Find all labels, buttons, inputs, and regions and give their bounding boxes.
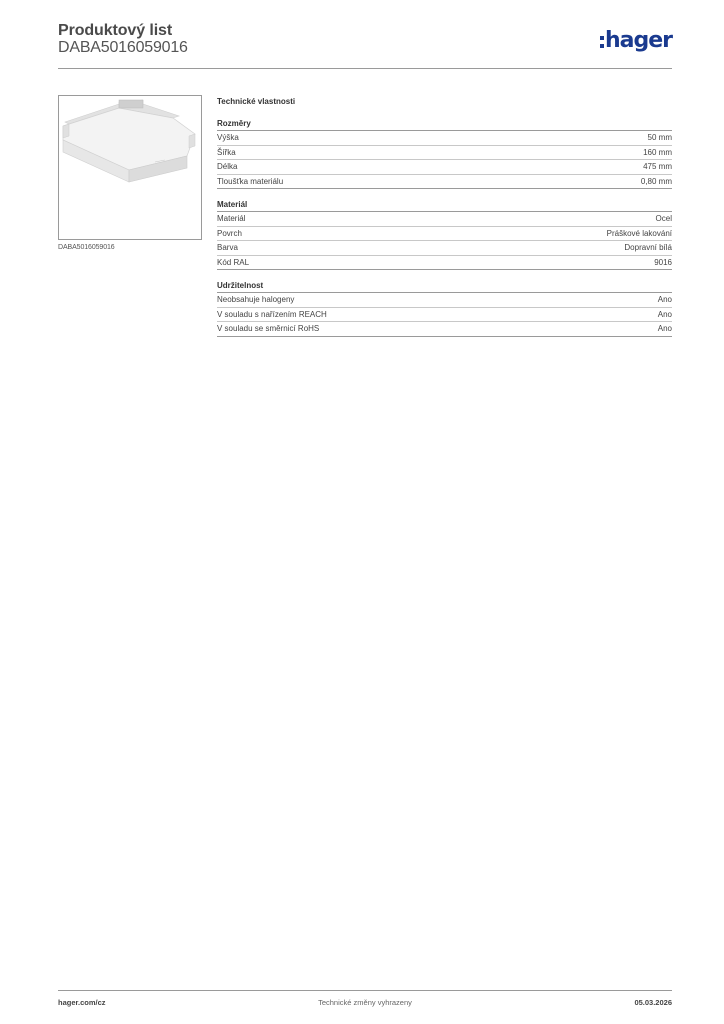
header-divider [58, 68, 672, 69]
spec-label: V souladu s nařízením REACH [217, 309, 327, 319]
spec-row [217, 308, 672, 323]
spec-value: 475 mm [643, 162, 672, 171]
technical-specs [217, 95, 672, 337]
spec-value: 9016 [654, 257, 672, 267]
spec-label: Barva [217, 243, 238, 252]
spec-label: Délka [217, 162, 238, 171]
spec-label: Materiál [217, 214, 246, 223]
spec-value: Ocel [655, 214, 672, 223]
spec-label: V souladu se směrnicí RoHS [217, 324, 320, 333]
section-heading: Materiál [217, 199, 672, 212]
spec-row [217, 131, 672, 146]
section-heading: Udržitelnost [217, 280, 672, 293]
footer-disclaimer: Technické změny vyhrazeny [318, 998, 412, 1007]
spec-value: 0,80 mm [640, 176, 672, 186]
spec-value: Ano [657, 324, 672, 333]
spec-label: Povrch [217, 228, 242, 238]
spec-label: Tloušťka materiálu [217, 176, 284, 186]
spec-row [217, 241, 672, 256]
footer-divider [58, 990, 672, 991]
spec-value: 50 mm [647, 133, 672, 142]
spec-row [217, 146, 672, 161]
spec-label: Výška [217, 133, 239, 142]
spec-row [217, 322, 672, 337]
document-title: Produktový list [58, 22, 173, 39]
spec-label: Šířka [217, 147, 236, 157]
product-image [58, 95, 202, 240]
logo-dots-icon [600, 36, 604, 48]
page-footer [58, 998, 672, 1010]
spec-row [217, 256, 672, 271]
hager-logo [600, 26, 672, 54]
spec-row [217, 175, 672, 190]
specs-title: Technické vlastnosti [217, 97, 296, 106]
spec-label: Neobsahuje halogeny [217, 295, 295, 304]
spec-value: 160 mm [643, 147, 672, 157]
spec-value: Ano [657, 309, 672, 319]
section-material [217, 199, 672, 270]
section-dimensions [217, 118, 672, 189]
spec-value: Ano [657, 295, 672, 304]
spec-value: Dopravní bílá [624, 243, 672, 252]
spec-label: Kód RAL [217, 257, 250, 267]
spec-row [217, 227, 672, 242]
website-link[interactable]: hager.com/cz [58, 998, 106, 1007]
spec-row [217, 293, 672, 308]
product-code: DABA5016059016 [58, 39, 188, 56]
section-heading: Rozměry [217, 118, 672, 131]
footer-date: 05.03.2026 [634, 998, 672, 1007]
spec-row [217, 212, 672, 227]
image-caption: DABA5016059016 [58, 244, 115, 251]
page-header [58, 20, 672, 68]
logo-text: hager [604, 27, 672, 53]
cable-tray-corner-icon [59, 96, 201, 239]
section-sustainability [217, 280, 672, 337]
spec-value: Práškové lakování [606, 228, 672, 238]
spec-row [217, 160, 672, 175]
